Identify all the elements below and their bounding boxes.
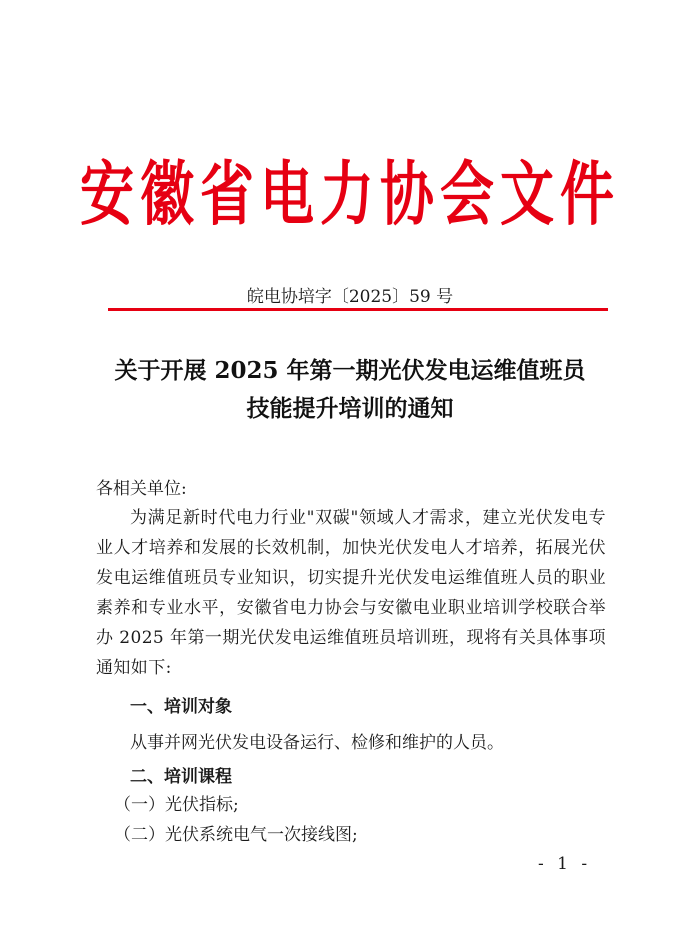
page-number: - 1 - (538, 854, 592, 874)
document-title (0, 352, 700, 428)
intro-paragraph: 为满足新时代电力行业"双碳"领域人才需求，建立光伏发电专业人才培养和发展的长效机制，加快光伏发电人才培养，拓展光伏发电运维值班员专业知识，切实提升光伏发电运维值班人员的职业素养和专业水平，安徽省电力协会与安徽电业职业培训学校联合举办 2025 年第一期光伏发电运维值班员培训班，现将有关具体事项通知如下: (96, 508, 606, 678)
salutation: 各相关单位: (96, 479, 187, 499)
document-title-line-2: 技能提升培训的通知 (246, 395, 454, 422)
red-separator-line (108, 308, 608, 311)
document-number: 皖电协培字〔2025〕59 号 (246, 287, 454, 307)
section1-heading: 一、培训对象 (130, 697, 232, 717)
section2-item-1: （一）光伏指标; (114, 795, 239, 815)
document-title-line-1: 关于开展 2025 年第一期光伏发电运维值班员 (114, 357, 586, 384)
section2-heading: 二、培训课程 (130, 767, 232, 787)
section2-item-2: （二）光伏系统电气一次接线图; (114, 825, 358, 845)
section1-text: 从事并网光伏发电设备运行、检修和维护的人员。 (130, 733, 504, 753)
org-header-title: 安徽省电力协会文件 (80, 152, 620, 235)
